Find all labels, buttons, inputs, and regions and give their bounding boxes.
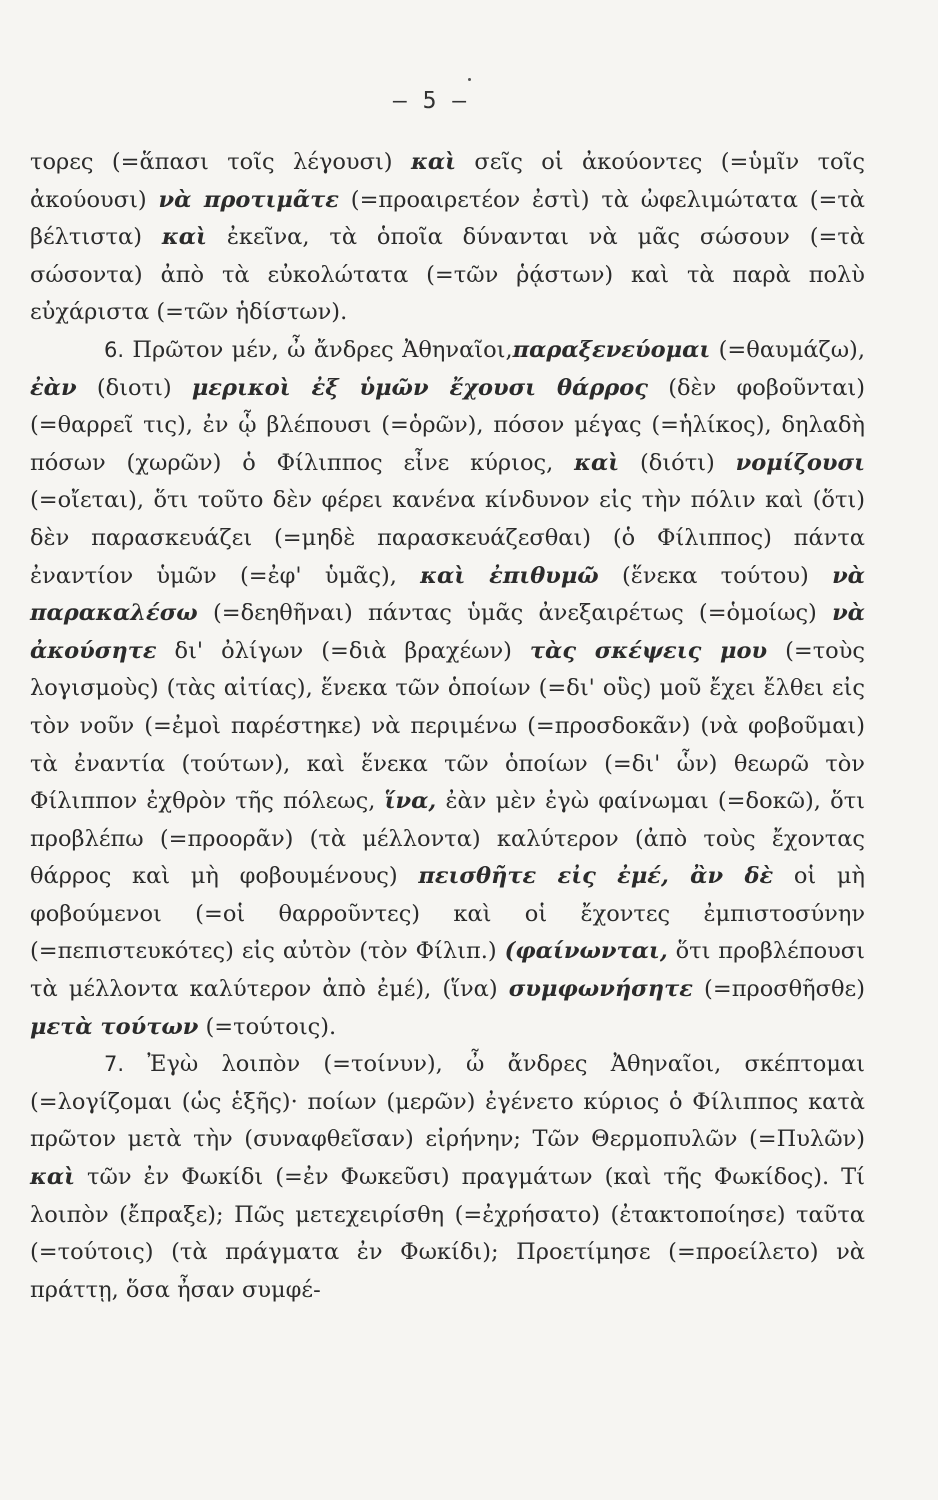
page-number: — 5 — — [392, 88, 468, 114]
paragraph-7 — [30, 1046, 865, 1309]
text-segment: (=προαιρετέον ἐστὶ) τὰ ὠφελιμώτατα (=τὰ βέλτιστα) — [30, 186, 865, 251]
ink-speck — [468, 78, 471, 81]
paragraph-number: 7. — [104, 1052, 125, 1077]
emphasis-segment: νὰ παρακαλέσω — [30, 562, 865, 627]
emphasis-segment: πεισθῆτε εἰς ἐμέ, ἂν δὲ — [418, 863, 774, 890]
paragraph-continuation — [30, 144, 865, 332]
text-segment: (=θαυμάζω), — [710, 336, 865, 363]
text-segment: (ἕνεκα τούτου) — [598, 562, 833, 589]
paragraph-number: 6. — [104, 337, 125, 362]
text-segment: (διοτι) — [76, 374, 192, 401]
emphasis-segment: νὰ προτιμᾶτε — [158, 186, 339, 213]
body-text — [30, 144, 865, 1309]
emphasis-segment: συμφωνήσητε — [508, 976, 693, 1003]
text-segment: (=δεηθῆναι) πάντας ὑμᾶς ἀνεξαιρέτως (=ὁμοίως) — [197, 600, 833, 627]
emphasis-segment: (φαίνωνται, — [504, 938, 668, 965]
text-segment: (=οἴεται), ὅτι τοῦτο δὲν φέρει κανένα κίνδυνον εἰς τὴν πόλιν καὶ (ὅτι) δὲν παρασκευάζει (=μηδὲ παρασκευάζεσθαι) (ὁ Φίλιππος) πάντα ἐναντίον ὑμῶν (=ἐφ' ὑμᾶς), — [30, 487, 865, 589]
emphasis-segment: καὶ — [30, 1164, 76, 1191]
emphasis-segment: καὶ — [161, 224, 207, 251]
text-segment: (δὲν φοβοῦνται) (=θαρρεῖ τις), ἐν ᾧ βλέπουσι (=ὁρῶν), πόσον μέγας (=ἡλίκος), δηλαδὴ πόσων (χωρῶν) ὁ Φίλιππος εἶνε κύριος, — [30, 374, 865, 476]
emphasis-segment: καὶ ἐπιθυμῶ — [420, 562, 599, 589]
text-segment: οἱ μὴ φοβούμενοι (=οἱ θαρροῦντες) καὶ οἱ ἔχοντες ἐμπιστοσύνην (=πεπιστευκότες) εἰς αὐτὸν (τὸν Φίλιπ.) — [30, 863, 865, 965]
text-segment: ἐκεῖνα, τὰ ὁποῖα δύνανται νὰ μᾶς σώσουν (=τὰ σώσοντα) ἀπὸ τὰ εὐκολώτατα (=τῶν ῥᾴστων) καὶ τὰ παρὰ πολὺ εὐχάριστα (=τῶν ἡδίστων). — [30, 224, 866, 326]
text-segment: (=τοὺς λογισμοὺς) (τὰς αἰτίας), ἕνεκα τῶν ὁποίων (=δι' οὓς) μοῦ ἔχει ἔλθει εἰς τὸν νοῦν (=ἐμοὶ παρέστηκε) νὰ περιμένω (=προσδοκᾶν) (νὰ φοβοῦμαι) τὰ ἐναντία (τούτων), καὶ ἕνεκα τῶν ὁποίων (=δι' ὧν) θεωρῶ τὸν Φίλιππον ἐχθρὸν τῆς πόλεως, — [30, 637, 865, 815]
text-segment: (=τούτοις). — [198, 1013, 337, 1040]
emphasis-segment: ἐὰν — [30, 374, 77, 401]
paragraph-6 — [30, 332, 865, 1046]
emphasis-segment: μετὰ τούτων — [30, 1013, 199, 1040]
text-segment: (=προσθῆσθε) — [692, 976, 865, 1003]
emphasis-segment: ἵνα, — [384, 788, 437, 815]
text-segment: ἐὰν μὲν ἐγὼ φαίνωμαι (=δοκῶ), ὅτι προβλέπω (=προορᾶν) (τὰ μέλλοντα) καλύτερον (ἀπὸ τοὺς ἔχοντας θάρρος καὶ μὴ φοβουμένους) — [30, 788, 865, 890]
emphasis-segment: τὰς σκέψεις μου — [529, 637, 768, 664]
emphasis-segment: μερικοὶ ἐξ ὑμῶν ἔχουσι θάρρος — [191, 374, 648, 401]
text-segment: ὅτι προβλέπουσι τὰ μέλλοντα καλύτερον ἀπὸ ἐμέ), (ἵνα) — [30, 938, 865, 1003]
text-segment: (διότι) — [619, 449, 736, 476]
text-segment: τῶν ἐν Φωκίδι (=ἐν Φωκεῦσι) πραγμάτων (καὶ τῆς Φωκίδος). Τί λοιπὸν (ἔπραξε); Πῶς μετεχειρίσθη (=ἐχρήσατο) (ἐτακτοποίησε) ταῦτα (=τούτοις) (τὰ πράγματα ἐν Φωκίδι); Προετίμησε (=προείλετο) νὰ πράττῃ, ὅσα ἦσαν συμφέ- — [30, 1164, 865, 1303]
text-segment: τορες (=ἅπασι τοῖς λέγουσι) — [30, 149, 411, 175]
emphasis-segment: καὶ — [410, 149, 457, 175]
emphasis-segment: νὰ ἀκούσητε — [30, 600, 865, 664]
text-segment: Πρῶτον μέν, ὦ ἄνδρες Ἀθηναῖοι, — [124, 336, 513, 363]
emphasis-segment: παραξενεύομαι — [512, 336, 711, 363]
emphasis-segment: καὶ — [574, 449, 620, 476]
emphasis-segment: νομίζουσι — [735, 449, 866, 476]
text-segment: Ἐγὼ λοιπὸν (=τοίνυν), ὦ ἄνδρες Ἀθηναῖοι, σκέπτομαι (=λογίζομαι (ὡς ἑξῆς)· ποίων (μερῶν) ἐγένετο κύριος ὁ Φίλιππος κατὰ πρῶτον μετὰ τὴν (συναφθεῖσαν) εἰρήνην; Τῶν Θερμοπυλῶν (=Πυλῶν) — [30, 1051, 865, 1153]
text-segment: δι' ὀλίγων (=διὰ βραχέων) — [156, 637, 530, 664]
text-segment: σεῖς οἱ ἀκούοντες (=ὑμῖν τοῖς ἀκούουσι) — [30, 149, 865, 213]
